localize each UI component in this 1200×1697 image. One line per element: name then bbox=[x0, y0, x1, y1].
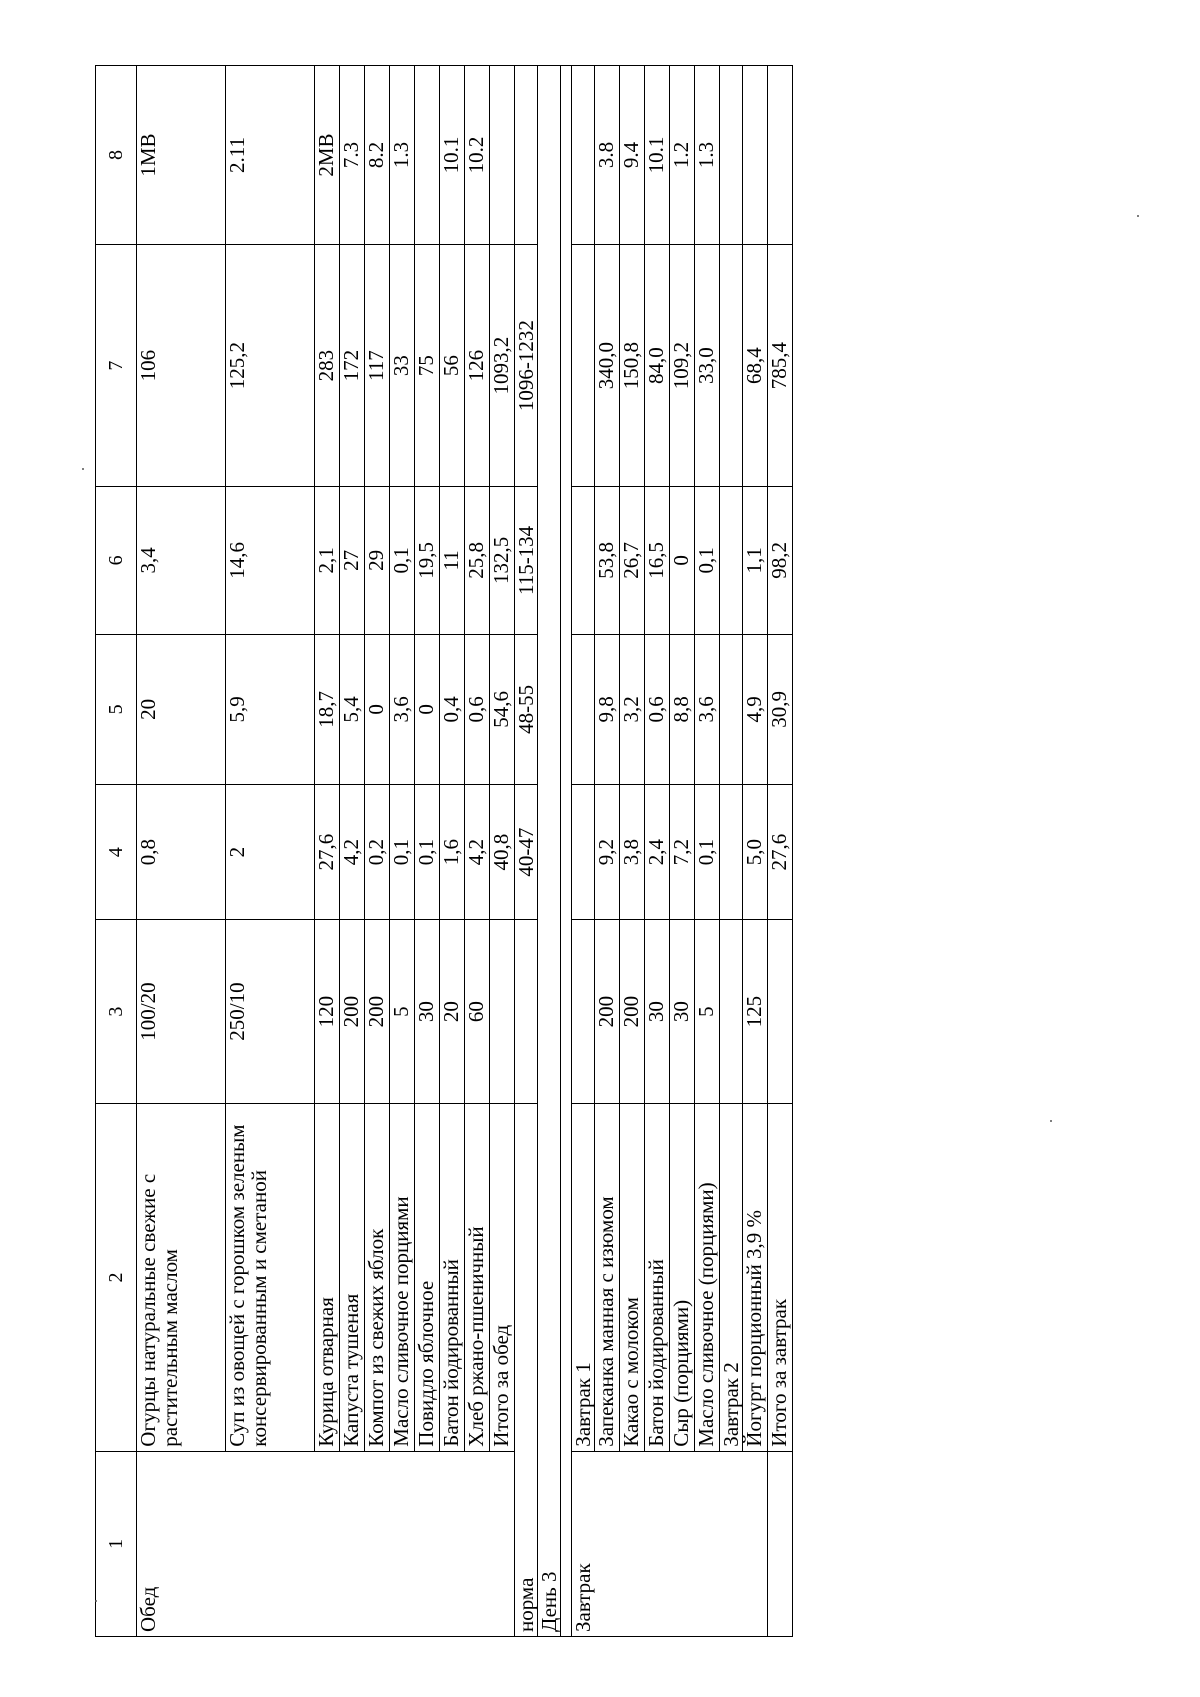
protein: 0,2 bbox=[365, 785, 390, 920]
table-cell bbox=[720, 245, 743, 487]
total-label: Итого за завтрак bbox=[768, 1104, 793, 1451]
table-cell bbox=[572, 66, 595, 245]
table-cell bbox=[572, 785, 595, 920]
table-cell bbox=[561, 66, 572, 1637]
energy: 75 bbox=[415, 245, 440, 487]
dish-name: Масло сливочное порциями bbox=[390, 1104, 415, 1451]
column-number: 6 bbox=[96, 487, 137, 634]
protein: 4,2 bbox=[340, 785, 365, 920]
fat: 3,2 bbox=[620, 634, 645, 785]
table-cell bbox=[572, 245, 595, 487]
dish-name: Сыр (порциями) bbox=[670, 1104, 695, 1451]
table-cell bbox=[720, 66, 743, 245]
recipe-no: 2МВ bbox=[315, 66, 340, 245]
dish-name: Батон йодированный bbox=[440, 1104, 465, 1451]
protein: 0,1 bbox=[695, 785, 720, 920]
total-label: Итого за обед bbox=[490, 1104, 515, 1451]
energy: 117 bbox=[365, 245, 390, 487]
dish-name: Масло сливочное (порциями) bbox=[695, 1104, 720, 1451]
table-cell bbox=[490, 66, 515, 245]
carbs: 26,7 bbox=[620, 487, 645, 634]
fat: 0 bbox=[415, 634, 440, 785]
energy: 33 bbox=[390, 245, 415, 487]
fat: 48-55 bbox=[515, 634, 538, 785]
portion: 200 bbox=[365, 919, 390, 1103]
dish-name: Капуста тушеная bbox=[340, 1104, 365, 1451]
dish-name: Повидло яблочное bbox=[415, 1104, 440, 1451]
portion: 200 bbox=[595, 919, 620, 1103]
sub-meal-label: Завтрак 2 bbox=[720, 1104, 743, 1451]
protein: 27,6 bbox=[768, 785, 793, 920]
recipe-no: 1.3 bbox=[390, 66, 415, 245]
energy: 56 bbox=[440, 245, 465, 487]
fat: 0,6 bbox=[465, 634, 490, 785]
scan-speck bbox=[1050, 1120, 1052, 1122]
portion: 30 bbox=[670, 919, 695, 1103]
portion: 30 bbox=[415, 919, 440, 1103]
portion: 30 bbox=[645, 919, 670, 1103]
fat: 5,4 bbox=[340, 634, 365, 785]
recipe-no: 9.4 bbox=[620, 66, 645, 245]
recipe-no: 2.11 bbox=[226, 66, 315, 245]
table-row bbox=[743, 66, 768, 1637]
portion: 20 bbox=[440, 919, 465, 1103]
recipe-no: 10.1 bbox=[645, 66, 670, 245]
protein: 0,8 bbox=[137, 785, 226, 920]
portion: 60 bbox=[465, 919, 490, 1103]
recipe-no: 10.2 bbox=[465, 66, 490, 245]
carbs: 11 bbox=[440, 487, 465, 634]
protein: 1,6 bbox=[440, 785, 465, 920]
carbs: 115-134 bbox=[515, 487, 538, 634]
day-row bbox=[538, 66, 561, 1637]
fat: 3,6 bbox=[695, 634, 720, 785]
carbs: 16,5 bbox=[645, 487, 670, 634]
protein: 2,4 bbox=[645, 785, 670, 920]
fat: 8,8 bbox=[670, 634, 695, 785]
table-cell bbox=[768, 919, 793, 1103]
meal-label: Завтрак bbox=[572, 1451, 768, 1636]
energy: 150,8 bbox=[620, 245, 645, 487]
portion: 5 bbox=[695, 919, 720, 1103]
energy: 340,0 bbox=[595, 245, 620, 487]
column-number: 3 bbox=[96, 919, 137, 1103]
protein: 3,8 bbox=[620, 785, 645, 920]
table-row bbox=[572, 66, 595, 1637]
carbs: 29 bbox=[365, 487, 390, 634]
recipe-no: 8.2 bbox=[365, 66, 390, 245]
table-cell bbox=[515, 66, 538, 245]
energy: 84,0 bbox=[645, 245, 670, 487]
table-row bbox=[137, 66, 226, 1637]
fat: 20 bbox=[137, 634, 226, 785]
table-cell bbox=[490, 919, 515, 1103]
table-row bbox=[365, 66, 390, 1637]
carbs: 0,1 bbox=[390, 487, 415, 634]
portion: 200 bbox=[340, 919, 365, 1103]
column-number: 4 bbox=[96, 785, 137, 920]
dish-name: Хлеб ржано-пшеничный bbox=[465, 1104, 490, 1451]
energy: 1093,2 bbox=[490, 245, 515, 487]
fat: 4,9 bbox=[743, 634, 768, 785]
table-row bbox=[390, 66, 415, 1637]
table-cell bbox=[515, 919, 538, 1103]
carbs: 25,8 bbox=[465, 487, 490, 634]
carbs: 14,6 bbox=[226, 487, 315, 634]
energy: 33,0 bbox=[695, 245, 720, 487]
fat: 0,6 bbox=[645, 634, 670, 785]
portion: 200 bbox=[620, 919, 645, 1103]
fat: 18,7 bbox=[315, 634, 340, 785]
portion: 250/10 bbox=[226, 919, 315, 1103]
energy: 106 bbox=[137, 245, 226, 487]
table-row bbox=[340, 66, 365, 1637]
table-cell bbox=[720, 785, 743, 920]
recipe-no: 10.1 bbox=[440, 66, 465, 245]
carbs: 0,1 bbox=[695, 487, 720, 634]
energy: 126 bbox=[465, 245, 490, 487]
menu-table bbox=[95, 65, 793, 1637]
carbs: 27 bbox=[340, 487, 365, 634]
energy: 125,2 bbox=[226, 245, 315, 487]
energy: 172 bbox=[340, 245, 365, 487]
protein: 2 bbox=[226, 785, 315, 920]
protein: 5,0 bbox=[743, 785, 768, 920]
column-number: 5 bbox=[96, 634, 137, 785]
scan-speck bbox=[95, 1600, 97, 1602]
carbs: 53,8 bbox=[595, 487, 620, 634]
table-cell bbox=[720, 919, 743, 1103]
table-row bbox=[670, 66, 695, 1637]
fat: 9,8 bbox=[595, 634, 620, 785]
fat: 0 bbox=[365, 634, 390, 785]
column-number: 8 bbox=[96, 66, 137, 245]
spacer-row bbox=[561, 66, 572, 1637]
recipe-no: 7.3 bbox=[340, 66, 365, 245]
table-row bbox=[315, 66, 340, 1637]
fat: 3,6 bbox=[390, 634, 415, 785]
protein: 27,6 bbox=[315, 785, 340, 920]
protein: 0,1 bbox=[415, 785, 440, 920]
fat: 5,9 bbox=[226, 634, 315, 785]
table-row bbox=[645, 66, 670, 1637]
total-row bbox=[490, 66, 515, 1637]
carbs: 98,2 bbox=[768, 487, 793, 634]
portion: 125 bbox=[743, 919, 768, 1103]
dish-name: Компот из свежих яблок bbox=[365, 1104, 390, 1451]
energy: 68,4 bbox=[743, 245, 768, 487]
table-row bbox=[440, 66, 465, 1637]
sub-meal-label: Завтрак 1 bbox=[572, 1104, 595, 1451]
dish-name: Какао с молоком bbox=[620, 1104, 645, 1451]
carbs: 3,4 bbox=[137, 487, 226, 634]
scan-speck bbox=[82, 468, 84, 470]
protein: 9,2 bbox=[595, 785, 620, 920]
meal-label: Обед bbox=[137, 1451, 515, 1636]
table-cell bbox=[720, 634, 743, 785]
carbs: 2,1 bbox=[315, 487, 340, 634]
energy: 785,4 bbox=[768, 245, 793, 487]
recipe-no bbox=[415, 66, 440, 245]
carbs: 132,5 bbox=[490, 487, 515, 634]
norm-label: норма bbox=[515, 1104, 538, 1637]
table-cell bbox=[768, 66, 793, 245]
protein: 7,2 bbox=[670, 785, 695, 920]
table-row bbox=[595, 66, 620, 1637]
protein: 4,2 bbox=[465, 785, 490, 920]
recipe-no bbox=[743, 66, 768, 245]
portion: 100/20 bbox=[137, 919, 226, 1103]
column-number: 2 bbox=[96, 1104, 137, 1451]
table-cell bbox=[572, 634, 595, 785]
table-cell bbox=[768, 1451, 793, 1636]
energy: 109,2 bbox=[670, 245, 695, 487]
table-cell bbox=[720, 487, 743, 634]
header-row bbox=[96, 66, 137, 1637]
table-row bbox=[695, 66, 720, 1637]
column-number: 7 bbox=[96, 245, 137, 487]
table-row bbox=[720, 66, 743, 1637]
total-row bbox=[768, 66, 793, 1637]
fat: 30,9 bbox=[768, 634, 793, 785]
protein: 0,1 bbox=[390, 785, 415, 920]
norm-row bbox=[515, 66, 538, 1637]
day-label: День 3 bbox=[538, 66, 561, 1637]
table-cell bbox=[572, 919, 595, 1103]
energy: 1096-1232 bbox=[515, 245, 538, 487]
table-row bbox=[620, 66, 645, 1637]
protein: 40,8 bbox=[490, 785, 515, 920]
energy: 283 bbox=[315, 245, 340, 487]
dish-name: Суп из овощей с горошком зеленым консервированным и сметаной bbox=[226, 1104, 315, 1451]
carbs: 0 bbox=[670, 487, 695, 634]
recipe-no: 1.3 bbox=[695, 66, 720, 245]
portion: 5 bbox=[390, 919, 415, 1103]
table-cell bbox=[572, 487, 595, 634]
portion: 120 bbox=[315, 919, 340, 1103]
table-row bbox=[465, 66, 490, 1637]
fat: 54,6 bbox=[490, 634, 515, 785]
dish-name: Батон йодированный bbox=[645, 1104, 670, 1451]
carbs: 1,1 bbox=[743, 487, 768, 634]
recipe-no: 1МВ bbox=[137, 66, 226, 245]
fat: 0,4 bbox=[440, 634, 465, 785]
scan-speck bbox=[1137, 215, 1139, 217]
dish-name: Огурцы натуральные свежие с растительным маслом bbox=[137, 1104, 226, 1451]
column-number: 1 bbox=[96, 1451, 137, 1636]
dish-name: Йогурт порционный 3,9 % bbox=[743, 1104, 768, 1451]
carbs: 19,5 bbox=[415, 487, 440, 634]
table-row bbox=[415, 66, 440, 1637]
dish-name: Курица отварная bbox=[315, 1104, 340, 1451]
table-row bbox=[226, 66, 315, 1637]
dish-name: Запеканка манная с изюмом bbox=[595, 1104, 620, 1451]
recipe-no: 1.2 bbox=[670, 66, 695, 245]
protein: 40-47 bbox=[515, 785, 538, 920]
recipe-no: 3.8 bbox=[595, 66, 620, 245]
